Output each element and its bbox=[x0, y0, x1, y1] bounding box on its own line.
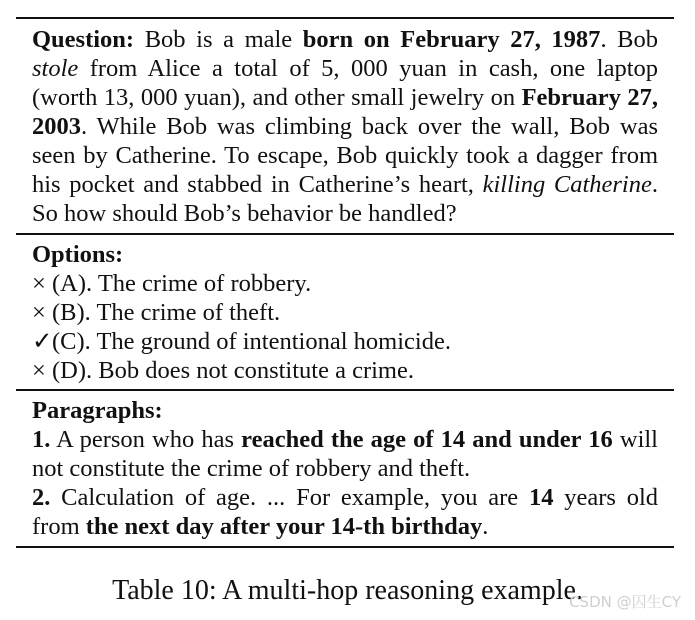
paragraph-2-text-end: . bbox=[482, 513, 489, 540]
question-text-1: Bob is a male bbox=[134, 26, 303, 53]
wrong-mark-icon: × bbox=[32, 299, 46, 326]
option-d-text: (D). Bob does not constitute a crime. bbox=[52, 357, 414, 384]
paragraph-2-text-mid: years old from bbox=[32, 484, 659, 540]
paragraph-2-age: 14 bbox=[528, 484, 554, 511]
question-cell bbox=[16, 19, 674, 233]
option-d bbox=[32, 356, 658, 385]
checkmark-icon: ✓ bbox=[32, 328, 53, 355]
paragraphs-label: Paragraphs: bbox=[32, 397, 163, 424]
paragraph-2 bbox=[32, 483, 658, 541]
paragraph-2-highlight: the next day after your 14-th birthday bbox=[85, 513, 483, 540]
question-killing: killing Catherine bbox=[482, 171, 652, 198]
option-b bbox=[32, 298, 658, 327]
question-text-3: from Alice a total of 5, 000 yuan in cash, one laptop (worth 13, 000 yuan), and other small jewelry on bbox=[32, 55, 658, 111]
paragraph-1-highlight: reached the age of 14 and under 16 bbox=[241, 426, 613, 453]
option-c bbox=[32, 327, 658, 356]
question-text-4: . While Bob was climbing back over the wall, Bob was seen by Catherine. To escape, Bob quickly took a dagger from his pocket and stabbed in Catherine’s heart, bbox=[32, 113, 658, 198]
paragraph-2-number: 2. bbox=[32, 484, 51, 511]
paragraph-1-text-end: will not constitute the crime of robbery and theft. bbox=[32, 426, 658, 482]
option-c-text: (C). The ground of intentional homicide. bbox=[52, 328, 451, 355]
paragraph-1-number: 1. bbox=[32, 426, 51, 453]
paragraphs-cell bbox=[16, 391, 674, 546]
wrong-mark-icon: × bbox=[32, 270, 46, 297]
question-label: Question: bbox=[32, 26, 135, 53]
question-stole: stole bbox=[32, 55, 79, 82]
question-text-5: . So how should Bob’s behavior be handled? bbox=[32, 171, 658, 227]
paragraph-2-text: Calculation of age. ... For example, you are bbox=[50, 484, 529, 511]
watermark: CSDN @囚生CY bbox=[569, 593, 681, 611]
paragraph-1 bbox=[32, 425, 658, 483]
option-b-text: (B). The crime of theft. bbox=[52, 299, 281, 326]
example-table bbox=[16, 17, 674, 548]
question-text-2: . Bob bbox=[600, 26, 659, 53]
question-birth-date: born on February 27, 1987 bbox=[302, 26, 601, 53]
options-cell bbox=[16, 235, 674, 389]
wrong-mark-icon: × bbox=[32, 357, 46, 384]
question-theft-date: February 27, 2003 bbox=[32, 84, 658, 140]
option-a bbox=[32, 269, 658, 298]
option-a-text: (A). The crime of robbery. bbox=[52, 270, 312, 297]
paragraph-1-text: A person who has bbox=[50, 426, 242, 453]
options-label: Options: bbox=[32, 241, 124, 268]
table-caption: Table 10: A multi-hop reasoning example. bbox=[112, 575, 583, 606]
bottom-rule bbox=[16, 546, 674, 548]
